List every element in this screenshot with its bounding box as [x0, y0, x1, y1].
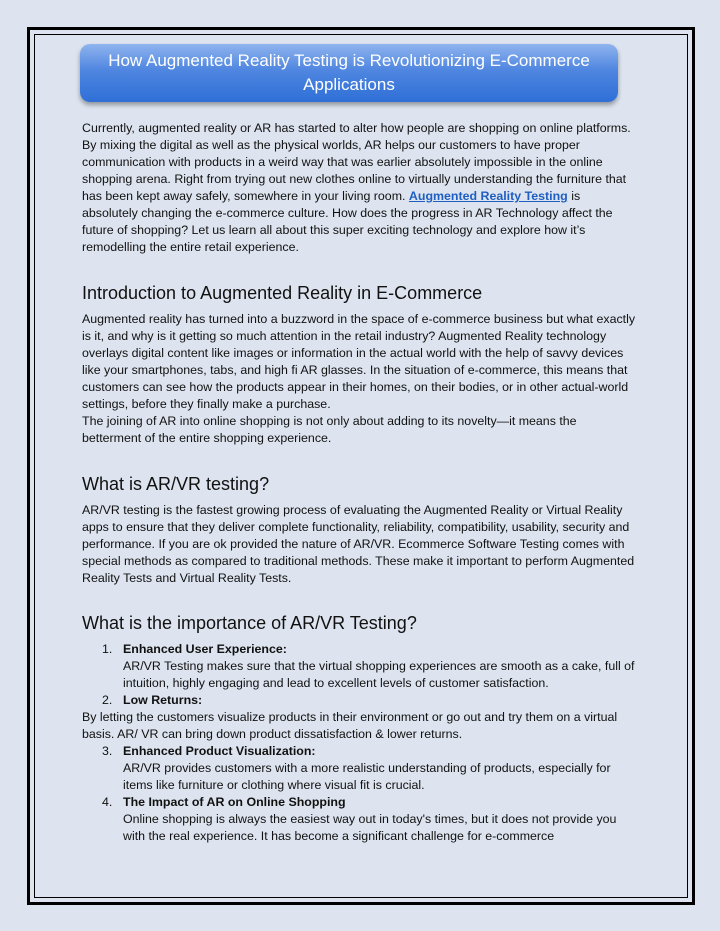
document-title: How Augmented Reality Testing is Revolutionizing E-Commerce Applications: [108, 51, 590, 94]
list-item-text: AR/VR provides customers with a more realistic understanding of products, especially for items like furniture or clothing where visual fit is crucial.: [123, 761, 611, 792]
list-item: [82, 692, 638, 709]
page-border: [27, 27, 695, 905]
introduction-paragraph-2: The joining of AR into online shopping is not only about adding to its novelty—it means the betterment of the entire shopping experience.: [82, 414, 577, 445]
arvr-testing-paragraph: AR/VR testing is the fastest growing process of evaluating the Augmented Reality or Virtual Reality apps to ensure that they deliver complete functionality, reliability, compatibility, usability, security and performance. If you are ok provided the nature of AR/VR. Ecommerce Software Testing comes with special methods as compared to traditional methods. These make it important to perform Augmented Reality Tests and Virtual Reality Tests.: [82, 503, 635, 585]
list-item: [82, 794, 638, 845]
list-item-number: 4.: [102, 795, 113, 809]
list-item-number: 1.: [102, 642, 113, 656]
list-item: [82, 641, 638, 692]
document-body: [82, 120, 638, 845]
section-heading-what-is-arvr-testing: What is AR/VR testing?: [82, 474, 270, 494]
list-item-text: Online shopping is always the easiest way out in today's times, but it does not provide you with the real experience. It has become a significant challenge for e-commerce: [123, 812, 617, 843]
augmented-reality-testing-link[interactable]: Augmented Reality Testing: [408, 189, 568, 203]
list-item-number: 3.: [102, 744, 113, 758]
introduction-paragraph-1: Augmented reality has turned into a buzzword in the space of e-commerce business but what exactly is it, and why is it getting so much attention in the retail industry? Augmented Reality technology overlays digital content like images or information in the actual world with the help of savvy devices like your smartphones, tabs, and high fi AR glasses. In the situation of e-commerce, this means that customers can see how the products appear in their homes, on their bodies, or in other actual-world settings, before they finally make a purchase.: [82, 312, 636, 411]
list-item: [82, 743, 638, 794]
list-item-title: Enhanced Product Visualization:: [123, 744, 316, 758]
list-item-title: The Impact of AR on Online Shopping: [123, 795, 346, 809]
section-heading-importance: What is the importance of AR/VR Testing?: [82, 613, 417, 633]
intro-text-after-link: is absolutely changing the e-commerce culture. How does the progress in AR Technology affect the future of shopping? Let us learn all about this super exciting technology and explore how it’s remodelling the entire retail experience.: [82, 189, 613, 254]
section-heading-introduction: Introduction to Augmented Reality in E-Commerce: [82, 283, 483, 303]
list-item-number: 2.: [102, 693, 113, 707]
title-banner: [80, 44, 618, 102]
intro-text-before-link: Currently, augmented reality or AR has started to alter how people are shopping on online platforms. By mixing the digital as well as the physical worlds, AR helps our customers to have proper communication with products in a weird way that was earlier absolutely impossible in the online shopping arena. Right from trying out new clothes online to virtually understanding the furniture that has been kept away safely, somewhere in your living room.: [82, 121, 631, 203]
list-item-title: Enhanced User Experience:: [123, 642, 287, 656]
intro-paragraph: [82, 120, 638, 256]
list-item-text: AR/VR Testing makes sure that the virtual shopping experiences are smooth as a cake, full of intuition, highly engaging and lead to excellent levels of customer satisfaction.: [123, 659, 635, 690]
list-item-text-unindented: By letting the customers visualize products in their environment or go out and try them on a virtual basis. AR/ VR can bring down product dissatisfaction & lower returns.: [82, 710, 618, 741]
list-item-title: Low Returns:: [123, 693, 203, 707]
